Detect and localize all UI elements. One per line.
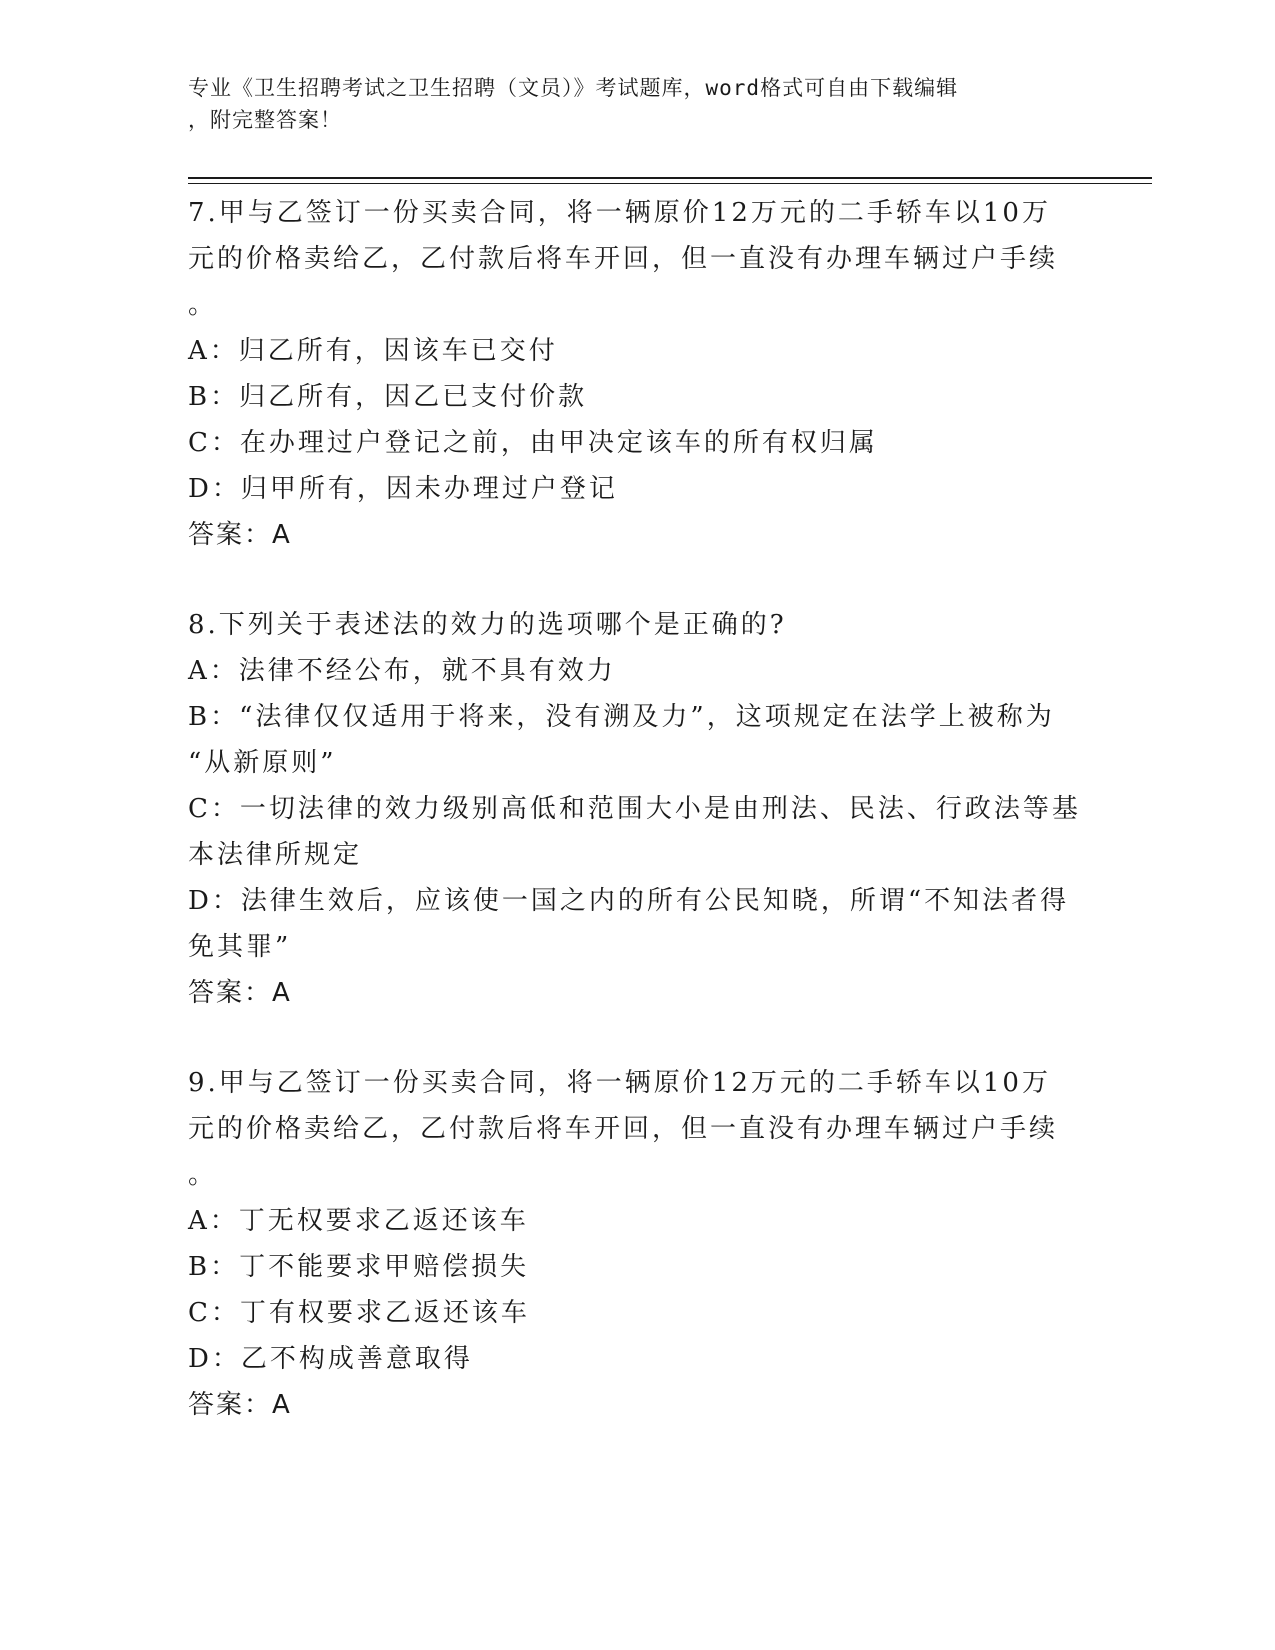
document-header bbox=[188, 72, 1068, 136]
option-d: D：乙不构成善意取得 bbox=[188, 1344, 473, 1374]
header-divider-thick bbox=[188, 177, 1152, 179]
header-line-2: ，附完整答案！ bbox=[188, 108, 342, 132]
question-stem-line: 。 bbox=[188, 290, 218, 320]
option-c-continued: 本法律所规定 bbox=[188, 840, 363, 870]
option-c: C：一切法律的效力级别高低和范围大小是由刑法、民法、行政法等基 bbox=[188, 794, 1081, 824]
answer-line: 答案：A bbox=[188, 1390, 292, 1420]
option-d: D：法律生效后，应该使一国之内的所有公民知晓，所谓“不知法者得 bbox=[188, 886, 1070, 916]
question-9 bbox=[188, 1060, 1088, 1428]
option-a: A：丁无权要求乙返还该车 bbox=[188, 1206, 529, 1236]
option-a: A：归乙所有，因该车已交付 bbox=[188, 336, 558, 366]
question-stem-line: 9.甲与乙签订一份买卖合同，将一辆原价12万元的二手轿车以10万 bbox=[188, 1068, 1051, 1098]
option-b: B：“法律仅仅适用于将来，没有溯及力”，这项规定在法学上被称为 bbox=[188, 702, 1055, 732]
option-c: C：在办理过户登记之前，由甲决定该车的所有权归属 bbox=[188, 428, 878, 458]
option-b: B：丁不能要求甲赔偿损失 bbox=[188, 1252, 530, 1282]
option-a: A：法律不经公布，就不具有效力 bbox=[188, 656, 616, 686]
answer-line: 答案：A bbox=[188, 520, 292, 550]
header-line-1: 专业《卫生招聘考试之卫生招聘（文员）》考试题库，word格式可自由下载编辑 bbox=[188, 76, 959, 100]
answer-line: 答案：A bbox=[188, 978, 292, 1008]
question-8 bbox=[188, 602, 1088, 1016]
option-b-continued: “从新原则” bbox=[188, 748, 337, 778]
question-list bbox=[188, 190, 1088, 1428]
question-stem-line: 元的价格卖给乙，乙付款后将车开回，但一直没有办理车辆过户手续 bbox=[188, 244, 1059, 274]
question-spacer bbox=[188, 558, 1088, 602]
option-d: D：归甲所有，因未办理过户登记 bbox=[188, 474, 618, 504]
option-c: C：丁有权要求乙返还该车 bbox=[188, 1298, 530, 1328]
question-7 bbox=[188, 190, 1088, 558]
option-b: B：归乙所有，因乙已支付价款 bbox=[188, 382, 588, 412]
question-stem-line: 元的价格卖给乙，乙付款后将车开回，但一直没有办理车辆过户手续 bbox=[188, 1114, 1059, 1144]
question-spacer bbox=[188, 1016, 1088, 1060]
question-stem-line: 7.甲与乙签订一份买卖合同，将一辆原价12万元的二手轿车以10万 bbox=[188, 198, 1051, 228]
header-divider-thin bbox=[188, 183, 1152, 184]
option-d-continued: 免其罪” bbox=[188, 932, 292, 962]
question-stem-line: 8.下列关于表述法的效力的选项哪个是正确的? bbox=[188, 610, 787, 640]
question-stem-line: 。 bbox=[188, 1160, 218, 1190]
